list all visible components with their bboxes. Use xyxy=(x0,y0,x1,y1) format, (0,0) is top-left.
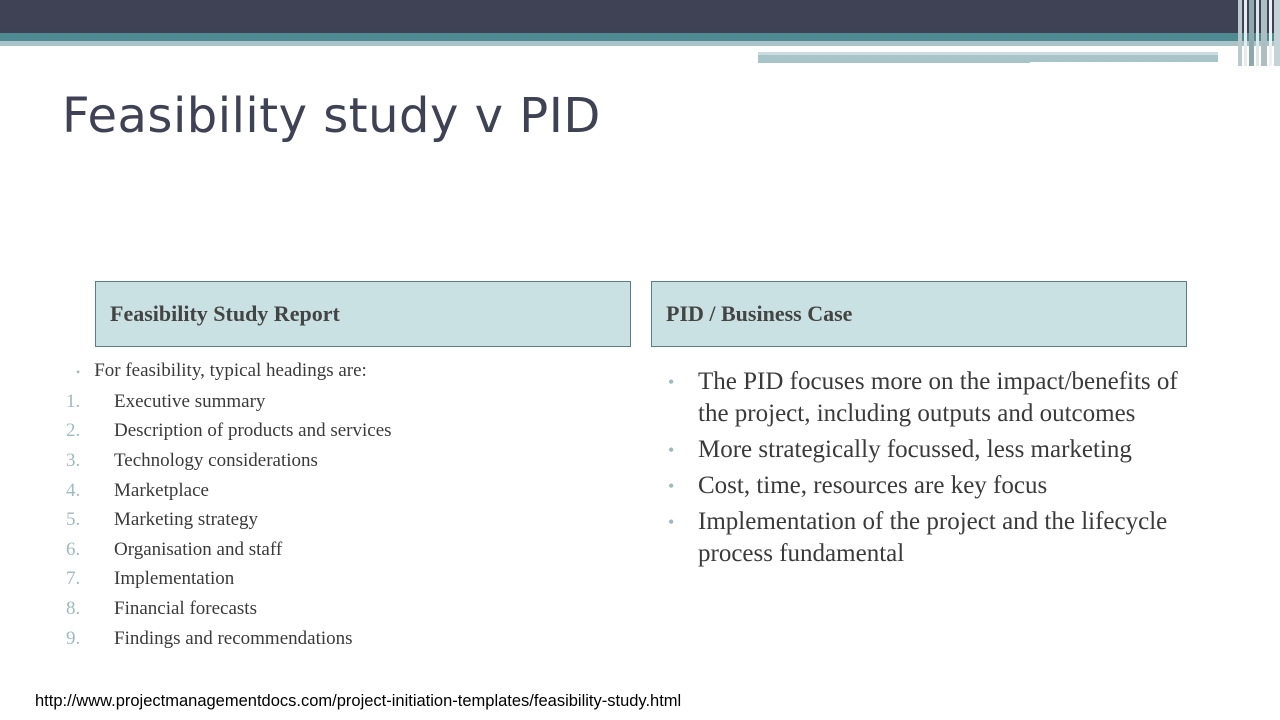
list-item: • The PID focuses more on the impact/benefits of the project, including outputs and outcomes xyxy=(668,368,1178,427)
feasibility-headings-list xyxy=(66,387,392,653)
list-item: • Implementation of the project and the lifecycle process fundamental xyxy=(668,508,1168,567)
list-item: 5. Marketing strategy xyxy=(66,509,259,531)
feasibility-intro: • For feasibility, typical headings are: xyxy=(76,360,367,381)
bullet-icon: • xyxy=(668,440,675,460)
slide-title: Feasibility study v PID xyxy=(62,88,601,144)
bullet-icon: • xyxy=(76,365,81,379)
top-bar-dark xyxy=(0,0,1280,33)
bullet-icon: • xyxy=(668,476,675,496)
list-item: • Cost, time, resources are key focus xyxy=(668,470,1188,502)
corner-stripes xyxy=(1238,0,1280,66)
list-item: 8. Financial forecasts xyxy=(66,597,257,619)
source-url: http://www.projectmanagementdocs.com/project-initiation-templates/feasibility-study.html xyxy=(35,692,682,710)
list-item: 4. Marketplace xyxy=(66,479,209,501)
feasibility-report-header: Feasibility Study Report xyxy=(95,281,631,347)
bullet-icon: • xyxy=(668,512,675,532)
pid-bullets xyxy=(668,366,1188,574)
list-item: 2. Description of products and services xyxy=(66,420,392,442)
bullet-icon: • xyxy=(668,372,675,392)
top-bar-white-line xyxy=(1030,62,1220,64)
pid-business-case-header: PID / Business Case xyxy=(651,281,1187,347)
list-item: 7. Implementation xyxy=(66,568,235,590)
list-item: 1. Executive summary xyxy=(66,390,266,412)
top-bar-teal xyxy=(0,33,1280,41)
list-item: 6. Organisation and staff xyxy=(66,538,283,560)
list-item: • More strategically focussed, less marketing xyxy=(668,434,1188,466)
list-item: 9. Findings and recommendations xyxy=(66,627,353,649)
list-item: 3. Technology considerations xyxy=(66,449,318,471)
